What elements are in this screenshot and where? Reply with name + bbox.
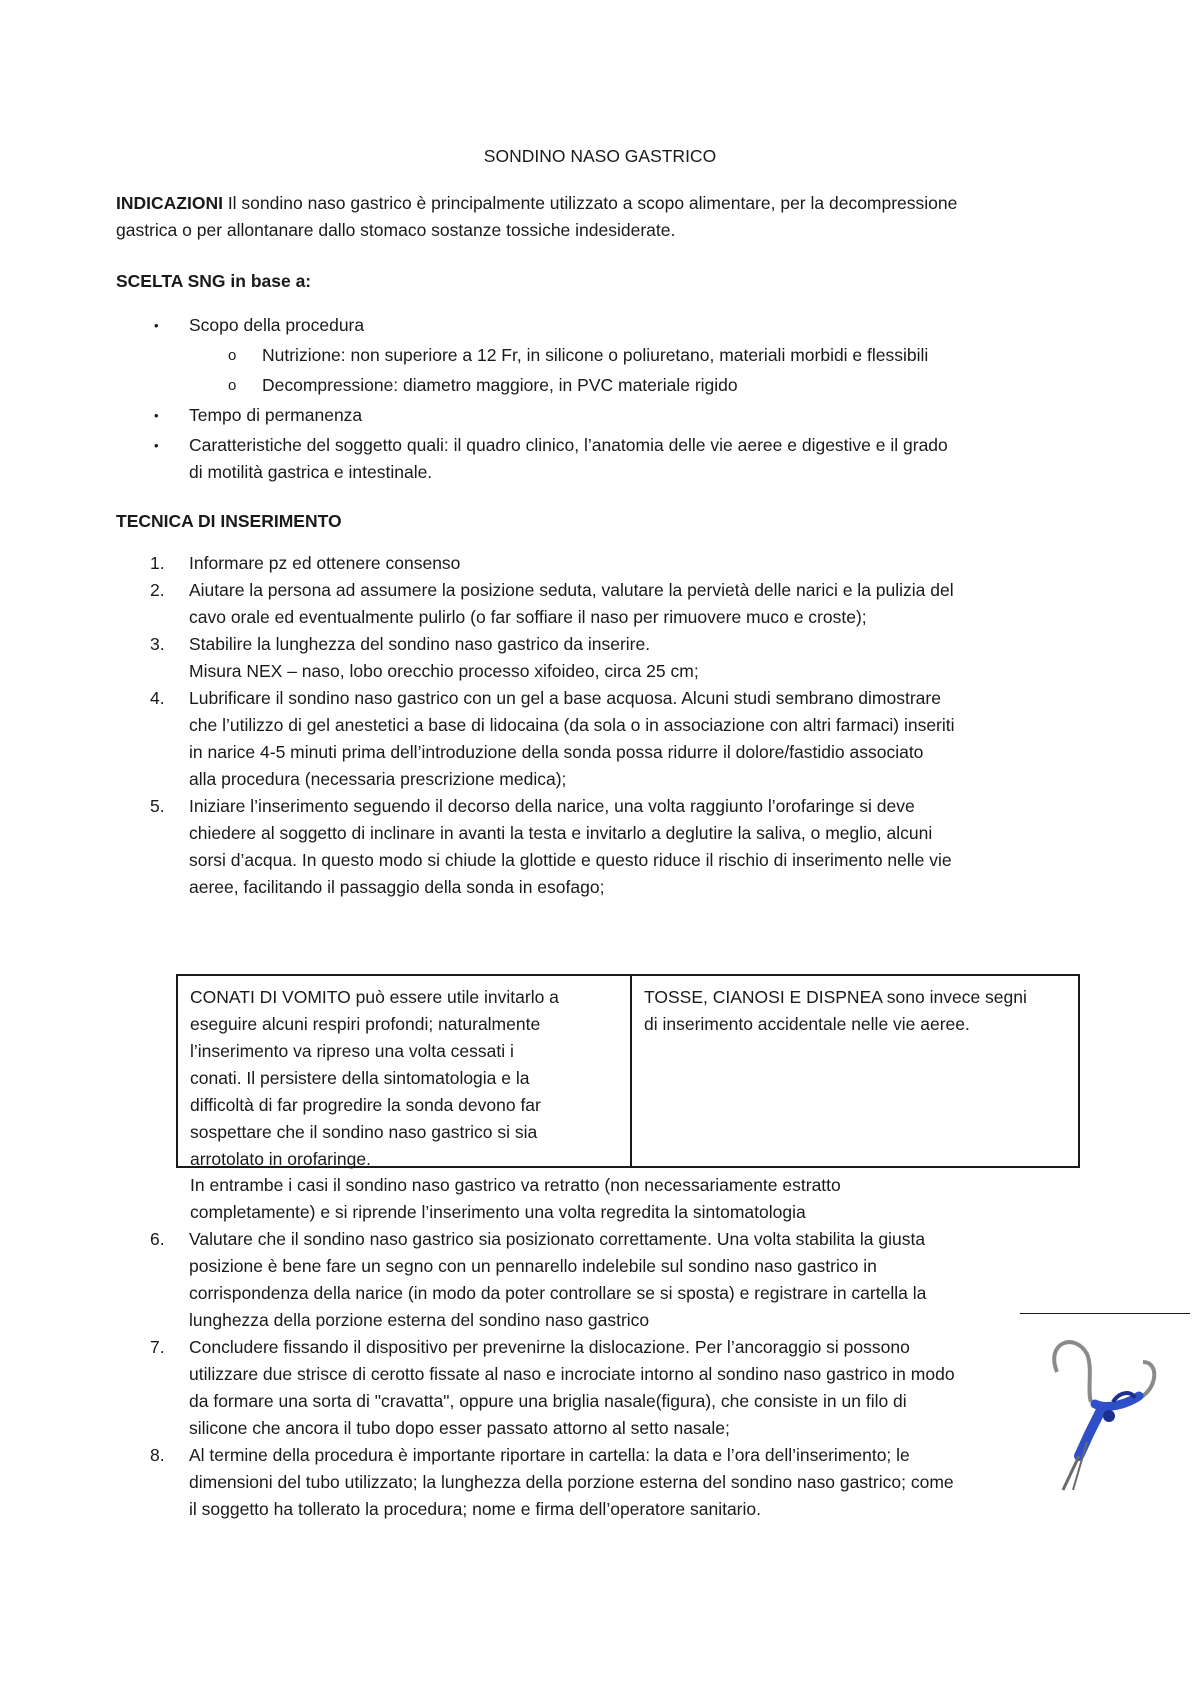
step-text-line: alla procedura (necessaria prescrizione medica);	[189, 769, 567, 789]
step-text-line: corrispondenza della narice (in modo da poter controllare se si sposta) e registrare in cartella la	[189, 1283, 927, 1303]
step-text-line: in narice 4-5 minuti prima dell’introduzione della sonda possa ridurre il dolore/fastidio associato	[189, 742, 924, 762]
indicazioni-paragraph	[116, 190, 1096, 244]
step-text	[189, 631, 1089, 685]
step-number: 5.	[150, 796, 165, 816]
cell-line: conati. Il persistere della sintomatologia e la	[190, 1068, 530, 1088]
step-text-line: utilizzare due strisce di cerotto fissate al naso e incrociate intorno al sondino naso gastrico in modo	[189, 1364, 955, 1384]
step-text	[189, 793, 1089, 901]
after-table-note	[190, 1172, 1170, 1226]
step-text-line: Misura NEX – naso, lobo orecchio processo xifoideo, circa 25 cm;	[189, 661, 699, 681]
nasal-bridle-figure	[1035, 1332, 1165, 1492]
step-text-line: Informare pz ed ottenere consenso	[189, 553, 461, 573]
step-text-line: aeree, facilitando il passaggio della sonda in esofago;	[189, 877, 605, 897]
table-divider	[630, 976, 632, 1166]
step-text-line: Lubrificare il sondino naso gastrico con un gel a base acquosa. Alcuni studi sembrano dimostrare	[189, 688, 941, 708]
table-cell-conati	[190, 984, 620, 1173]
cell-line: sospettare che il sondino naso gastrico si sia	[190, 1122, 538, 1142]
bullet-text: Scopo della procedura	[189, 315, 365, 335]
bullet-marker: •	[154, 438, 159, 453]
step-text	[189, 1226, 1089, 1334]
note-line: completamente) e si riprende l’inserimento una volta regredita la sintomatologia	[190, 1202, 806, 1222]
sub-marker: o	[228, 347, 237, 364]
step-text-line: chiedere al soggetto di inclinare in avanti la testa e invitarlo a deglutire la saliva, o meglio, alcuni	[189, 823, 933, 843]
bullet-text-line: Caratteristiche del soggetto quali: il quadro clinico, l’anatomia delle vie aeree e digestive e il grado	[189, 435, 948, 455]
bullet-marker: •	[154, 318, 159, 333]
step-number: 6.	[150, 1229, 165, 1249]
cell-line: di inserimento accidentale nelle vie aeree.	[644, 1014, 970, 1034]
indicazioni-label: INDICAZIONI	[116, 193, 223, 213]
step-text-line: Valutare che il sondino naso gastrico sia posizionato correttamente. Una volta stabilita la giusta	[189, 1229, 926, 1249]
step-text-line: sorsi d’acqua. In questo modo si chiude la glottide e questo riduce il rischio di inserimento nelle vie	[189, 850, 952, 870]
bullet-marker: •	[154, 408, 159, 423]
step-number: 8.	[150, 1445, 165, 1465]
step-number: 2.	[150, 580, 165, 600]
table-cell-tosse	[644, 984, 1074, 1038]
tecnica-heading: TECNICA DI INSERIMENTO	[116, 511, 342, 531]
step-text-line: lunghezza della porzione esterna del sondino naso gastrico	[189, 1310, 650, 1330]
step-text	[189, 1442, 1089, 1523]
step-text-line: dimensioni del tubo utilizzato; la lunghezza della porzione esterna del sondino naso gastrico; come	[189, 1472, 954, 1492]
cell-line: CONATI DI VOMITO può essere utile invitarlo a	[190, 987, 559, 1007]
note-line: In entrambe i casi il sondino naso gastrico va retratto (non necessariamente estratto	[190, 1175, 841, 1195]
sub-text: Decompressione: diametro maggiore, in PVC materiale rigido	[262, 375, 738, 395]
step-text-line: Aiutare la persona ad assumere la posizione seduta, valutare la pervietà delle narici e la pulizia del	[189, 580, 954, 600]
horizontal-rule	[1020, 1313, 1190, 1314]
step-text-line: silicone che ancora il tubo dopo esser passato attorno al setto nasale;	[189, 1418, 730, 1438]
step-text-line: Stabilire la lunghezza del sondino naso gastrico da inserire.	[189, 634, 651, 654]
scelta-heading: SCELTA SNG in base a:	[116, 271, 312, 291]
bullet-text-line: di motilità gastrica e intestinale.	[189, 462, 433, 482]
step-text-line: da formare una sorta di "cravatta", oppure una briglia nasale(figura), che consiste in un filo di	[189, 1391, 907, 1411]
step-text-line: posizione è bene fare un segno con un pennarello indelebile sul sondino naso gastrico in	[189, 1256, 877, 1276]
step-text-line: il soggetto ha tollerato la procedura; nome e firma dell’operatore sanitario.	[189, 1499, 761, 1519]
cell-line: eseguire alcuni respiri profondi; naturalmente	[190, 1014, 541, 1034]
step-number: 1.	[150, 553, 165, 573]
sub-text: Nutrizione: non superiore a 12 Fr, in silicone o poliuretano, materiali morbidi e flessibili	[262, 345, 929, 365]
step-number: 3.	[150, 634, 165, 654]
symptoms-table	[176, 974, 1080, 1168]
sub-marker: o	[228, 377, 237, 394]
bullet-text: Tempo di permanenza	[189, 405, 363, 425]
step-text-line: che l’utilizzo di gel anestetici a base di lidocaina (da sola o in associazione con altri farmaci) inseriti	[189, 715, 955, 735]
cell-line: difficoltà di far progredire la sonda devono far	[190, 1095, 541, 1115]
step-text-line: Concludere fissando il dispositivo per prevenirne la dislocazione. Per l’ancoraggio si possono	[189, 1337, 910, 1357]
cell-line: TOSSE, CIANOSI E DISPNEA sono invece segni	[644, 987, 1027, 1007]
step-text	[189, 685, 1089, 793]
step-text	[189, 550, 1089, 577]
indicazioni-text-1: Il sondino naso gastrico è principalmente utilizzato a scopo alimentare, per la decompressione	[222, 193, 958, 213]
bullet-text	[189, 432, 1089, 486]
indicazioni-text-2: gastrica o per allontanare dallo stomaco sostanze tossiche indesiderate.	[116, 220, 676, 240]
step-text	[189, 577, 1089, 631]
step-text-line: Al termine della procedura è importante riportare in cartella: la data e l’ora dell’inserimento; le	[189, 1445, 910, 1465]
cell-line: l’inserimento va ripreso una volta cessati i	[190, 1041, 514, 1061]
cell-line: arrotolato in orofaringe.	[190, 1149, 371, 1169]
page-title: SONDINO NASO GASTRICO	[483, 146, 717, 166]
step-text-line: cavo orale ed eventualmente pulirlo (o far soffiare il naso per rimuovere muco e croste);	[189, 607, 867, 627]
step-number: 7.	[150, 1337, 165, 1357]
step-text-line: Iniziare l’inserimento seguendo il decorso della narice, una volta raggiunto l’orofaringe si deve	[189, 796, 915, 816]
step-number: 4.	[150, 688, 165, 708]
step-text	[189, 1334, 1089, 1442]
